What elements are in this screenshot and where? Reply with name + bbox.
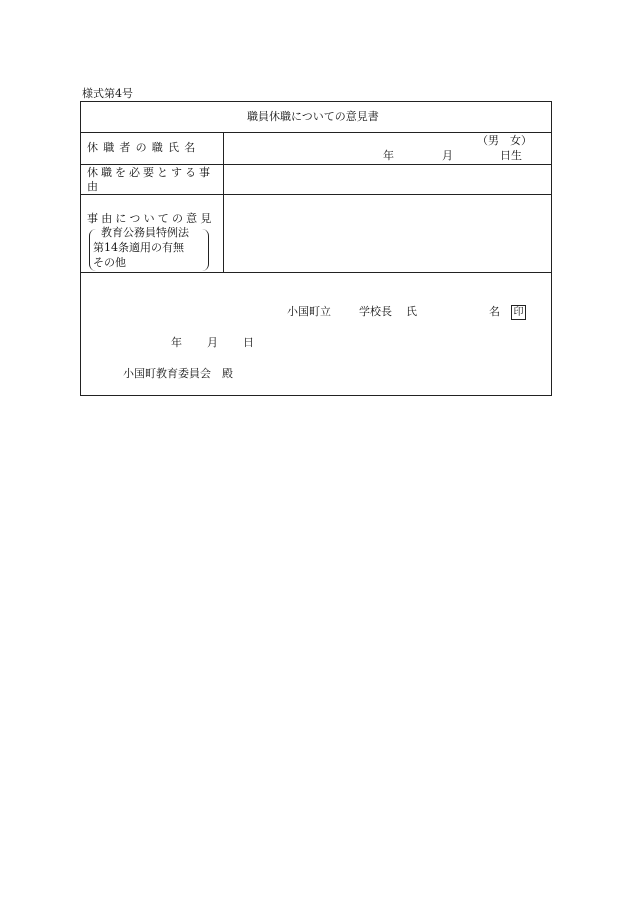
date-month-label: 月 — [207, 336, 218, 349]
name-prefix: 氏 — [406, 305, 417, 318]
name-label: 休職者の職氏名 — [87, 141, 201, 154]
date-day-label: 日 — [243, 336, 254, 349]
sex-options: （男 女） — [477, 134, 532, 147]
form-title: 職員休職についての意見書 — [247, 110, 379, 123]
opinion-form-table — [80, 101, 552, 396]
date-year-label: 年 — [171, 336, 182, 349]
recipient: 小国町教育委員会 殿 — [123, 367, 233, 380]
school-label: 小国町立 — [287, 305, 331, 318]
principal-label: 学校長 — [359, 305, 392, 318]
opinion-item: 教育公務員特例法 — [101, 226, 189, 239]
row-divider — [81, 164, 551, 165]
form-number: 様式第4号 — [82, 87, 133, 100]
birth-year-label: 年 — [383, 149, 394, 162]
reason-label-cont: 由 — [87, 180, 98, 193]
column-divider — [223, 132, 224, 272]
opinion-item: その他 — [93, 256, 126, 269]
birth-day-label: 日生 — [500, 149, 522, 162]
seal-mark: 印 — [511, 305, 526, 320]
row-divider — [81, 194, 551, 195]
row-divider — [81, 272, 551, 273]
opinion-label: 事由についての意見 — [87, 212, 215, 225]
birth-month-label: 月 — [442, 149, 453, 162]
reason-label: 休職を必要とする事 — [87, 166, 213, 179]
name-suffix: 名 — [489, 305, 500, 318]
opinion-item: 第14条適用の有無 — [93, 241, 184, 254]
row-divider — [81, 132, 551, 133]
